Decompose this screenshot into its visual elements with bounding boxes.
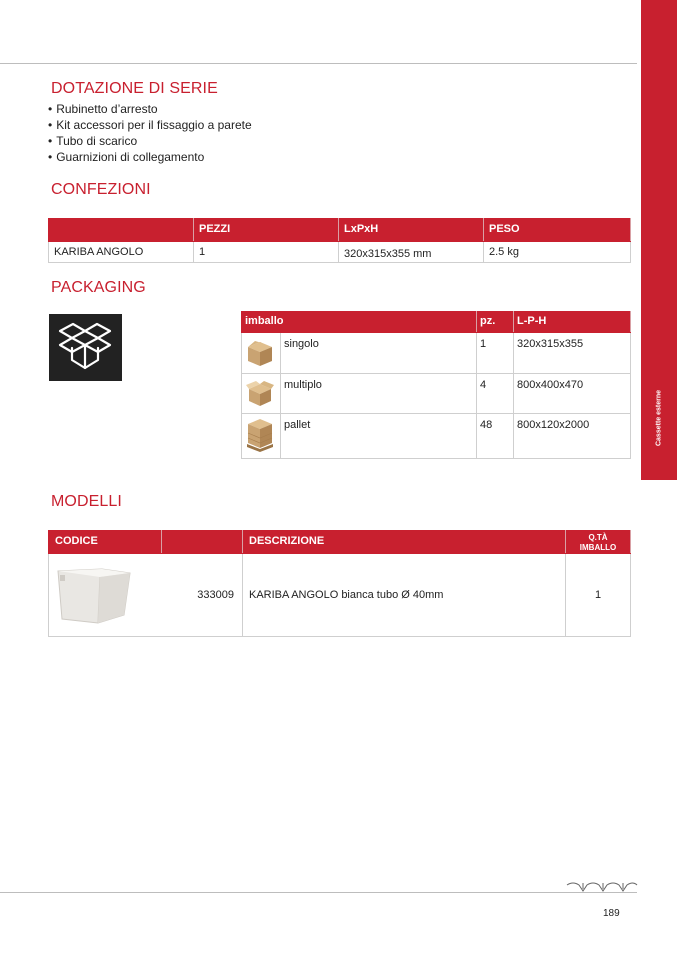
package-box-icon — [49, 314, 122, 381]
cell-label: multiplo — [281, 374, 477, 414]
packaging-table — [241, 311, 631, 459]
side-tab-label: Cassette esterne — [655, 389, 663, 447]
confezioni-table — [48, 218, 631, 263]
open-box-icon — [49, 314, 122, 381]
list-item: • Rubinetto d’arresto — [48, 101, 252, 117]
table-row — [242, 374, 631, 414]
list-item: • Tubo di scarico — [48, 133, 252, 149]
page-number: 189 — [603, 908, 620, 919]
top-divider — [0, 63, 637, 64]
table-row — [242, 333, 631, 374]
header-cell — [49, 219, 194, 242]
cell-pz: 48 — [477, 414, 514, 459]
header-cell: DESCRIZIONE — [243, 531, 566, 554]
imballo-label: IMBALLO — [579, 543, 617, 552]
cell-label: singolo — [281, 333, 477, 374]
qta-label: Q.TÀ — [588, 533, 608, 542]
table-row — [49, 554, 631, 637]
standard-items-list — [48, 101, 252, 165]
header-cell: PEZZI — [194, 219, 339, 242]
cell-pz: 4 — [477, 374, 514, 414]
cell-icon — [242, 374, 281, 414]
header-cell: L-P-H — [514, 312, 631, 333]
cell-pezzi: 1 — [194, 242, 339, 263]
cell-dimensions: 320x315x355 mm — [339, 242, 484, 263]
header-cell: PESO — [484, 219, 631, 242]
section-title-standard: DOTAZIONE DI SERIE — [51, 80, 218, 97]
cell-dims: 800x120x2000 — [514, 414, 631, 459]
multiple-box-icon — [243, 376, 277, 410]
cell-description: KARIBA ANGOLO bianca tubo Ø 40mm — [243, 554, 566, 637]
header-cell: CODICE — [49, 531, 162, 554]
cell-dims: 320x315x355 — [514, 333, 631, 374]
header-cell: pz. — [477, 312, 514, 333]
single-box-icon — [243, 335, 277, 369]
table-row — [242, 414, 631, 459]
cell-dims: 800x400x470 — [514, 374, 631, 414]
header-cell: LxPxH — [339, 219, 484, 242]
cell-weight: 2.5 kg — [484, 242, 631, 263]
pallet-icon — [243, 416, 277, 454]
cell-icon — [242, 333, 281, 374]
table-header-row — [242, 312, 631, 333]
table-header-row — [49, 531, 631, 554]
cell-pz: 1 — [477, 333, 514, 374]
list-item: • Guarnizioni di collegamento — [48, 149, 252, 165]
brand-mark-icon — [565, 878, 639, 894]
cell-label: pallet — [281, 414, 477, 459]
list-item: • Kit accessori per il fissaggio a parete — [48, 117, 252, 133]
table-header-row — [49, 219, 631, 242]
cell-quantity: 1 — [566, 554, 631, 637]
header-cell: imballo — [242, 312, 477, 333]
cell-product: KARIBA ANGOLO — [49, 242, 194, 263]
cell-icon — [242, 414, 281, 459]
modelli-table — [48, 530, 631, 637]
cell-product-image — [49, 554, 162, 637]
section-title-packaging: PACKAGING — [51, 279, 146, 296]
section-title-confezioni: CONFEZIONI — [51, 181, 151, 198]
product-image — [54, 561, 132, 627]
header-cell-qta — [566, 531, 631, 554]
table-row — [49, 242, 631, 263]
section-title-modelli: MODELLI — [51, 493, 122, 510]
cell-code: 333009 — [162, 554, 243, 637]
bottom-divider — [0, 892, 637, 893]
header-cell — [162, 531, 243, 554]
